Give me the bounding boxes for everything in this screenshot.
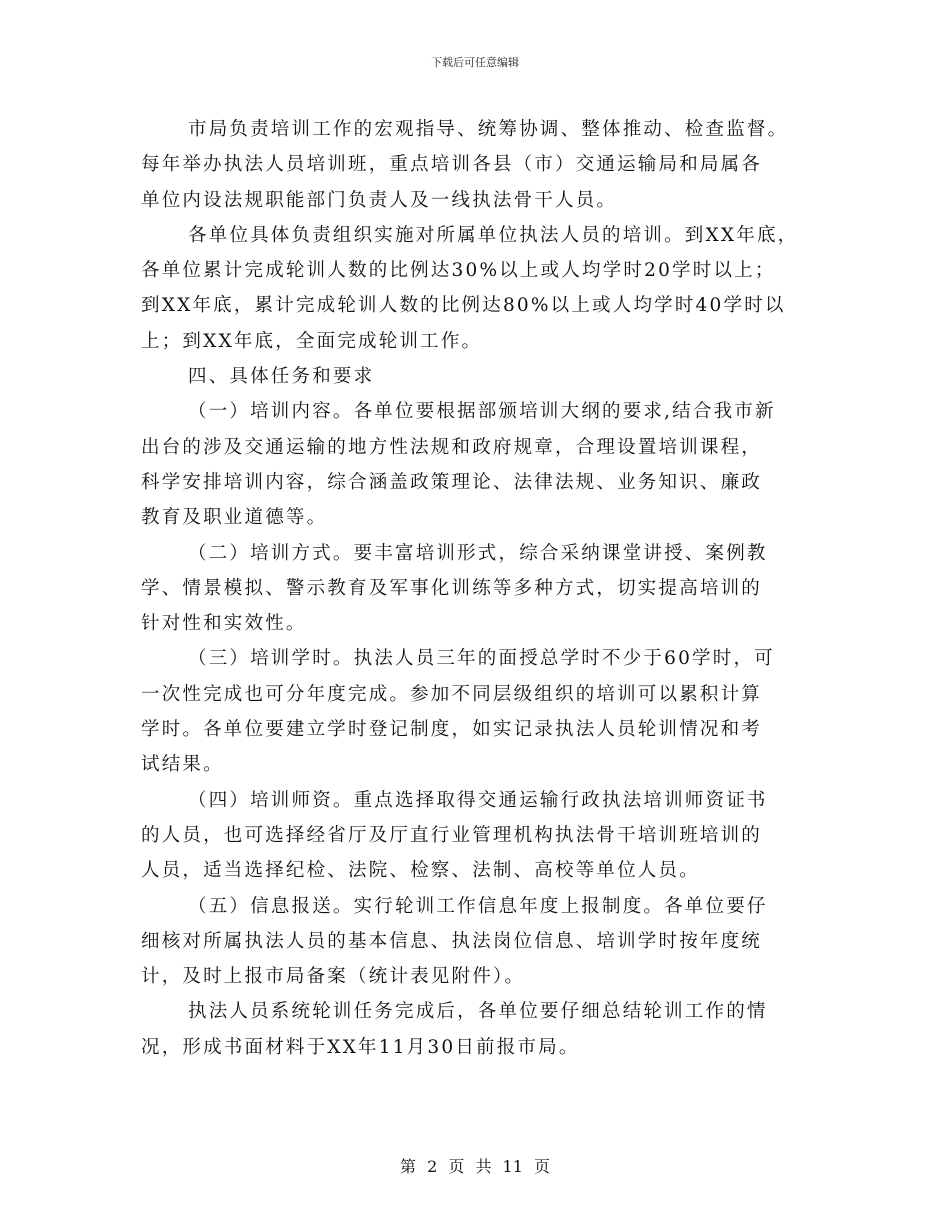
page-number: 第 2 页 共 11 页: [400, 1157, 550, 1176]
text-line: 况，形成书面材料于XX年11月30日前报市局。: [141, 1036, 580, 1058]
section-heading: 四、具体任务和要求: [188, 366, 375, 388]
text-line: 市局负责培训工作的宏观指导、统筹协调、整体推动、检查监督。: [188, 119, 789, 140]
text-line: 科学安排培训内容，综合涵盖政策理论、法律法规、业务知识、廉政: [141, 471, 763, 493]
text-line: 到XX年底，累计完成轮训人数的比例达80%以上或人均学时40学时以: [141, 295, 786, 317]
text-line: 单位内设法规职能部门负责人及一线执法骨干人员。: [141, 189, 618, 211]
text-line: 每年举办执法人员培训班，重点培训各县（市）交通运输局和局属各: [141, 154, 763, 176]
text-line: （二）培训方式。要丰富培训形式，综合采纳课堂讲授、案例教: [188, 542, 768, 564]
text-line: 学时。各单位要建立学时登记制度，如实记录执法人员轮训情况和考: [141, 719, 763, 741]
text-line: （五）信息报送。实行轮训工作信息年度上报制度。各单位要仔: [188, 895, 768, 917]
text-line: 各单位具体负责组织实施对所属单位执法人员的培训。到XX年底，: [188, 224, 799, 246]
text-line: （四）培训师资。重点选择取得交通运输行政执法培训师资证书: [188, 789, 768, 811]
text-line: 执法人员系统轮训任务完成后，各单位要仔细总结轮训工作的情: [188, 1001, 768, 1023]
text-line: 出台的涉及交通运输的地方性法规和政府规章，合理设置培训课程，: [141, 436, 763, 458]
text-line: 学、情景模拟、警示教育及军事化训练等多种方式，切实提高培训的: [141, 577, 763, 599]
text-line: 各单位累计完成轮训人数的比例达30%以上或人均学时20学时以上；: [141, 260, 776, 282]
document-body: [141, 112, 811, 1065]
text-line: 上；到XX年底，全面完成轮训工作。: [141, 330, 483, 352]
text-line: 的人员，也可选择经省厅及厅直行业管理机构执法骨干培训班培训的: [141, 824, 763, 846]
text-line: （一）培训内容。各单位要根据部颁培训大纲的要求,结合我市新: [188, 401, 776, 423]
text-line: 人员，适当选择纪检、法院、检察、法制、高校等单位人员。: [141, 860, 700, 882]
text-line: 计，及时上报市局备案（统计表见附件）。: [141, 966, 526, 988]
text-line: 试结果。: [141, 754, 224, 776]
text-line: 一次性完成也可分年度完成。参加不同层级组织的培训可以累积计算: [141, 683, 763, 705]
text-line: （三）培训学时。执法人员三年的面授总学时不少于60学时，可: [188, 648, 775, 670]
page-header: 下载后可任意编辑: [431, 56, 519, 69]
text-line: 细核对所属执法人员的基本信息、执法岗位信息、培训学时按年度统: [141, 930, 763, 952]
text-line: 教育及职业道德等。: [141, 507, 328, 529]
text-line: 针对性和实效性。: [141, 613, 307, 635]
